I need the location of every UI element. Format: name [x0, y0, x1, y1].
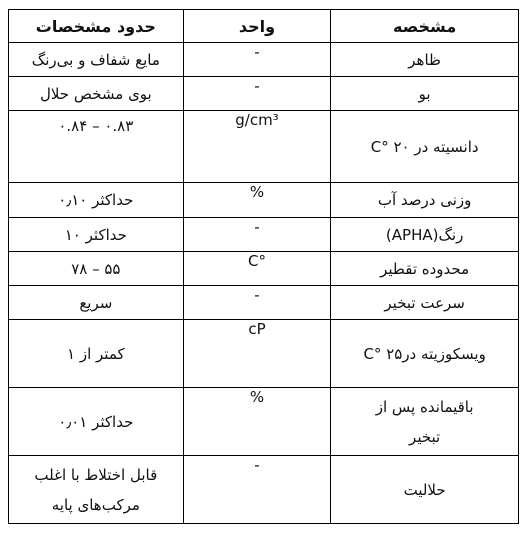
- unit-cell: °C: [183, 252, 331, 286]
- table-row: [9, 252, 519, 286]
- unit-cell: -: [183, 286, 331, 320]
- table-row: [9, 111, 519, 183]
- property-text: باقیمانده پس از تبخیر: [375, 397, 474, 446]
- unit-cell: cP: [183, 320, 331, 388]
- unit-cell: %: [183, 388, 331, 456]
- unit-cell: -: [183, 218, 331, 252]
- header-limits: حدود مشخصات: [9, 10, 184, 43]
- table-header-row: [9, 10, 519, 43]
- limit-cell: [9, 111, 184, 183]
- limit-text: ۰.۸۳ – ۰.۸۴: [58, 117, 134, 135]
- limit-cell: [9, 456, 184, 524]
- table-row: [9, 43, 519, 77]
- property-cell: ظاهر: [331, 43, 519, 77]
- limit-cell: مایع شفاف و بی‌رنگ: [9, 43, 184, 77]
- table-row: [9, 218, 519, 252]
- limit-cell: بوی مشخص حلال: [9, 77, 184, 111]
- limit-cell: حداکثر ۰٫۱۰: [9, 183, 184, 218]
- property-cell: وزنی درصد آب: [331, 183, 519, 218]
- property-cell: حلالیت: [331, 456, 519, 524]
- header-property: مشخصه: [331, 10, 519, 43]
- table-row: [9, 388, 519, 456]
- property-cell: [331, 388, 519, 456]
- property-cell: محدوده تقطیر: [331, 252, 519, 286]
- property-text: ویسکوزیته درC° ۲۵: [363, 344, 486, 363]
- limit-text: قابل اختلاط با اغلب مرکب‌های پایه: [34, 465, 158, 514]
- property-cell: سرعت تبخیر: [331, 286, 519, 320]
- limit-cell: حداکثر ۱۰: [9, 218, 184, 252]
- limit-cell: سریع: [9, 286, 184, 320]
- unit-cell: %: [183, 183, 331, 218]
- limit-cell: کمتر از ۱: [9, 320, 184, 388]
- unit-cell: g/cm³: [183, 111, 331, 183]
- table-row: [9, 320, 519, 388]
- limit-cell: حداکثر ۰٫۰۱: [9, 388, 184, 456]
- limit-cell: ۵۵ – ۷۸: [9, 252, 184, 286]
- table-row: [9, 183, 519, 218]
- table-row: [9, 77, 519, 111]
- unit-cell: -: [183, 456, 331, 524]
- property-cell: [331, 218, 519, 252]
- unit-cell: -: [183, 43, 331, 77]
- table-row: [9, 286, 519, 320]
- property-cell: دانسیته در C° ۲۰: [331, 111, 519, 183]
- property-text: رنگ(APHA): [385, 225, 464, 244]
- header-unit: واحد: [183, 10, 331, 43]
- property-cell: [331, 320, 519, 388]
- property-cell: بو: [331, 77, 519, 111]
- unit-cell: -: [183, 77, 331, 111]
- table-row: [9, 456, 519, 524]
- specification-table: [8, 9, 519, 524]
